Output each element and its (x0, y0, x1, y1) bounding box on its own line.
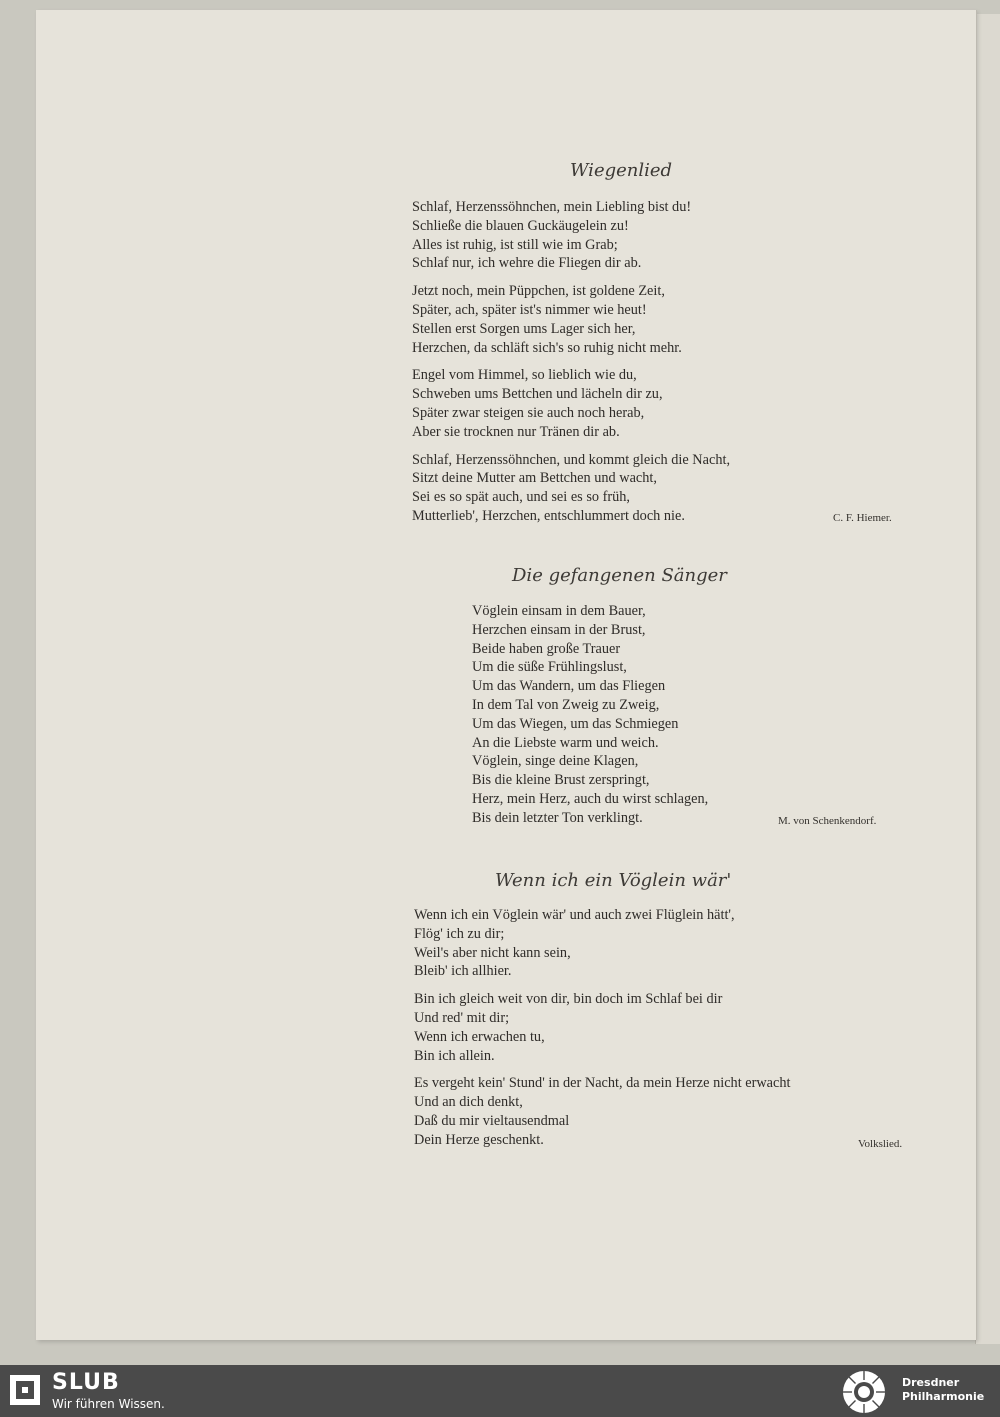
verse-line: Alles ist ruhig, ist still wie im Grab; (412, 236, 618, 253)
stanza (412, 198, 730, 273)
library-tagline: Wir führen Wissen. (52, 1397, 165, 1411)
stanza (412, 451, 730, 526)
verse-line: Bis dein letzter Ton verklingt. (472, 809, 643, 826)
verse-line: Um das Wiegen, um das Schmiegen (472, 715, 679, 732)
verse-line: Vöglein, singe deine Klagen, (472, 753, 639, 770)
slub-logo-icon[interactable] (10, 1375, 40, 1405)
verse-line: Flög' ich zu dir; (414, 925, 505, 942)
verse-line: Wenn ich ein Vöglein wär' und auch zwei Flüglein hätt', (414, 907, 735, 923)
verse-line: Schweben ums Bettchen und lächeln dir zu, (412, 386, 663, 403)
poem-title-die-gefangenen-saenger: Die gefangenen Sänger (512, 565, 727, 586)
verse-line: Aber sie trocknen nur Tränen dir ab. (412, 423, 620, 440)
philharmonie-logo-icon[interactable] (842, 1370, 886, 1414)
verse-line: Bin ich gleich weit von dir, bin doch im Schlaf bei dir (414, 991, 723, 1008)
next-page-edge (975, 14, 1000, 1344)
stanza (414, 990, 790, 1065)
verse-line: Später zwar steigen sie auch noch herab, (412, 404, 645, 421)
verse-line: Sitzt deine Mutter am Bettchen und wacht, (412, 470, 657, 487)
poem-wiegenlied-text (412, 198, 730, 535)
verse-line: Engel vom Himmel, so lieblich wie du, (412, 367, 637, 384)
stanza (412, 366, 730, 441)
verse-line: Bleib' ich allhier. (414, 963, 512, 980)
poem-gefangenen-saenger-text (472, 602, 708, 837)
verse-line: Wenn ich erwachen tu, (414, 1028, 545, 1045)
verse-line: Und an dich denkt, (414, 1094, 523, 1111)
library-name[interactable]: SLUB (52, 1370, 120, 1395)
verse-line: Dein Herze geschenkt. (414, 1131, 544, 1148)
verse-line: Jetzt noch, mein Püppchen, ist goldene Zeit, (412, 283, 665, 300)
verse-line: Beide haben große Trauer (472, 640, 621, 657)
poem-author: C. F. Hiemer. (833, 512, 892, 524)
verse-line: Herzchen, da schläft sich's so ruhig nicht mehr. (412, 339, 682, 356)
verse-line: Schlaf, Herzenssöhnchen, und kommt gleich die Nacht, (412, 451, 731, 468)
verse-line: Es vergeht kein' Stund' in der Nacht, da mein Herze nicht erwacht (414, 1075, 791, 1092)
verse-line: Mutterlieb', Herzchen, entschlummert doch nie. (412, 507, 685, 524)
verse-line: Schließe die blauen Guckäugelein zu! (412, 217, 629, 234)
verse-line: Später, ach, später ist's nimmer wie heut! (412, 301, 647, 318)
stanza (472, 602, 708, 828)
verse-line: Vöglein einsam in dem Bauer, (472, 603, 646, 619)
stanza (412, 282, 730, 357)
philharmonie-name-line1: Dresdner (902, 1376, 960, 1389)
footer-bar (0, 1365, 1000, 1417)
verse-line: In dem Tal von Zweig zu Zweig, (472, 696, 660, 713)
stanza (414, 906, 790, 981)
verse-line: Stellen erst Sorgen ums Lager sich her, (412, 320, 636, 337)
verse-line: Herz, mein Herz, auch du wirst schlagen, (472, 790, 709, 807)
philharmonie-name-line2: Philharmonie (902, 1390, 985, 1403)
verse-line: Herzchen einsam in der Brust, (472, 621, 646, 638)
verse-line: Um das Wandern, um das Fliegen (472, 678, 666, 695)
verse-line: Schlaf, Herzenssöhnchen, mein Liebling bist du! (412, 199, 692, 215)
poem-title-wiegenlied: Wiegenlied (570, 160, 673, 181)
verse-line: Bis die kleine Brust zerspringt, (472, 772, 650, 789)
poem-voeglein-text (414, 906, 790, 1159)
philharmonie-name[interactable] (902, 1376, 984, 1404)
poem-author: M. von Schenkendorf. (778, 815, 877, 827)
verse-line: Weil's aber nicht kann sein, (414, 944, 571, 961)
verse-line: Sei es so spät auch, und sei es so früh, (412, 489, 630, 506)
verse-line: Bin ich allein. (414, 1047, 495, 1064)
verse-line: Daß du mir vieltausendmal (414, 1112, 570, 1129)
stanza (414, 1074, 790, 1149)
verse-line: An die Liebste warm und weich. (472, 734, 659, 751)
poem-title-wenn-ich-ein-voeglein-waer: Wenn ich ein Vöglein wär' (495, 870, 732, 891)
verse-line: Um die süße Frühlingslust, (472, 659, 627, 676)
verse-line: Und red' mit dir; (414, 1009, 510, 1026)
verse-line: Schlaf nur, ich wehre die Fliegen dir ab. (412, 255, 642, 272)
poem-author: Volkslied. (858, 1138, 903, 1150)
